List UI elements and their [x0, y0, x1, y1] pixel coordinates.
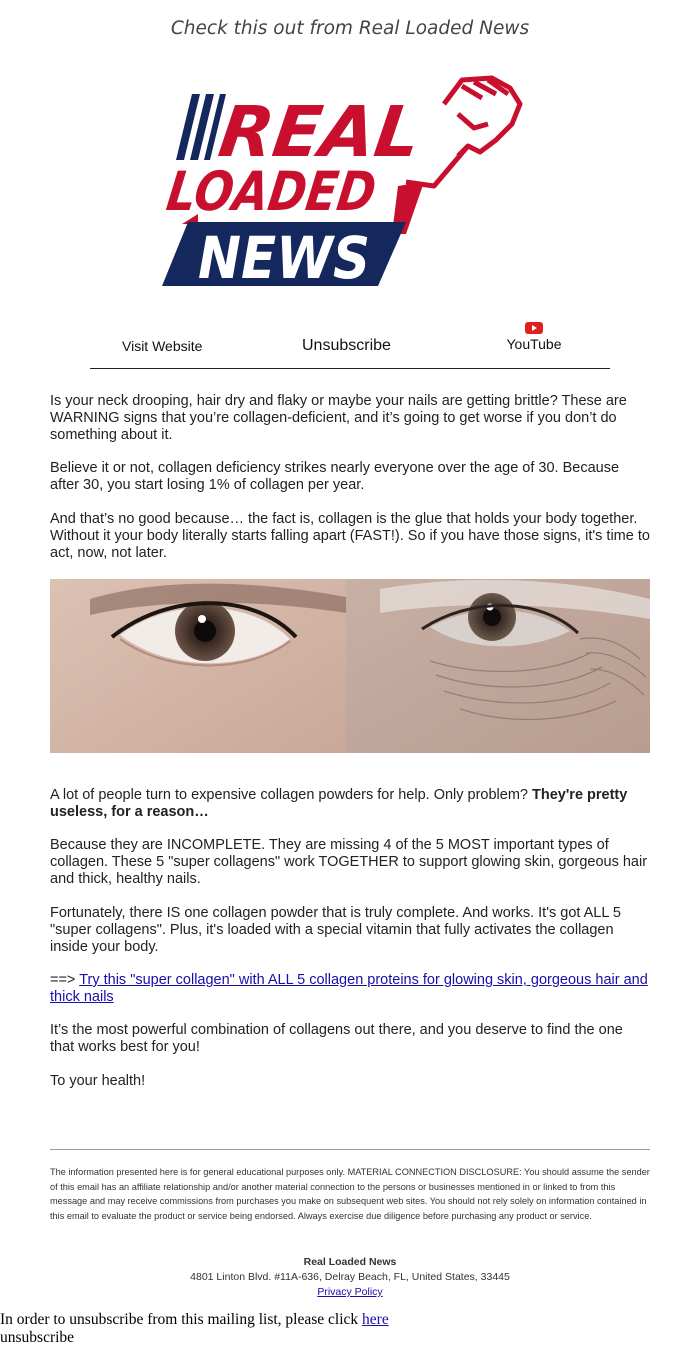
footer-privacy — [0, 1286, 700, 1298]
paragraph-powders — [50, 787, 650, 821]
unsubscribe-trailing-text: unsubscribe — [0, 1329, 75, 1346]
visit-website-link[interactable]: Visit Website — [122, 338, 203, 354]
email-header-title: Check this out from Real Loaded News — [170, 18, 530, 39]
email-nav-bar — [90, 320, 610, 369]
logo-line-real: REAL — [214, 91, 427, 173]
paragraph-powders-text: A lot of people turn to expensive collagen powders for help. Only problem? — [50, 787, 528, 803]
footer-company: Real Loaded News — [303, 1256, 397, 1268]
real-loaded-news-logo — [162, 74, 530, 292]
footer-divider — [50, 1149, 650, 1150]
unsubscribe-notice — [0, 1311, 389, 1329]
paragraph-warning-signs: Is your neck drooping, hair dry and flaky or maybe your nails are getting brittle? These are WARNING signs that you’re collagen-deficient, and it’s going to get worse if you don’t do something about it. — [50, 393, 627, 443]
cta-prefix: ==> — [50, 972, 76, 988]
paragraph-combination: It’s the most powerful combination of collagens out there, and you deserve to find the one that works best for you! — [50, 1022, 623, 1055]
paragraph-incomplete: Because they are INCOMPLETE. They are missing 4 of the 5 MOST important types of collagen. These 5 "super collagens" work TOGETHER to support glowing skin, gorgeous hair and thick, healthy nails. — [50, 837, 648, 887]
paragraph-deficiency: Believe it or not, collagen deficiency strikes nearly everyone over the age of 30. Because after 30, you start losing 1% of collagen per year. — [50, 460, 620, 493]
logo-line-news: NEWS — [198, 224, 370, 292]
cta-link[interactable]: Try this "super collagen" with ALL 5 collagen proteins for glowing skin, gorgeous hair and thick nails — [50, 972, 648, 1005]
paragraph-glue: And that’s no good because… the fact is, collagen is the glue that holds your body together. Without it your body literally starts falling apart (FAST!). So if you have those signs, it's time to act, now, not later. — [50, 511, 650, 561]
youtube-link[interactable] — [506, 322, 562, 352]
paragraph-powders-bold: They're pretty useless, for a reason… — [50, 787, 628, 820]
unsubscribe-link[interactable]: Unsubscribe — [302, 337, 391, 354]
unsubscribe-here-link[interactable]: here — [362, 1311, 389, 1328]
sign-off: To your health! — [50, 1073, 146, 1089]
footer-address: 4801 Linton Blvd. #11A-636, Delray Beach, FL, United States, 33445 — [190, 1271, 510, 1283]
unsubscribe-notice-text: In order to unsubscribe from this mailing list, please click — [0, 1311, 359, 1328]
logo-line-loaded: LOADED — [163, 160, 419, 223]
paragraph-complete-powder: Fortunately, there IS one collagen powder that is truly complete. And works. It's got ALL 5 "super collagens". Plus, it's loaded with a special vitamin that fully activates the collagen inside your body. — [50, 905, 621, 955]
disclaimer-text: The information presented here is for general educational purposes only. MATERIAL CONNECTION DISCLOSURE: You should assume the sender of this email has an affiliate relationship and/or another material connection to the persons or businesses mentioned in or linked to from this message and may receive commissions from purchases you make on subsequent web sites. You should not rely solely on information contained in this email to evaluate the product or service being endorsed. Always exercise due diligence before purchasing any product or service. — [50, 1167, 650, 1221]
cta-paragraph — [50, 972, 650, 1006]
privacy-policy-link[interactable]: Privacy Policy — [317, 1286, 383, 1298]
youtube-label: YouTube — [506, 336, 562, 352]
youtube-icon — [525, 322, 543, 334]
eye-comparison-image — [50, 579, 650, 753]
